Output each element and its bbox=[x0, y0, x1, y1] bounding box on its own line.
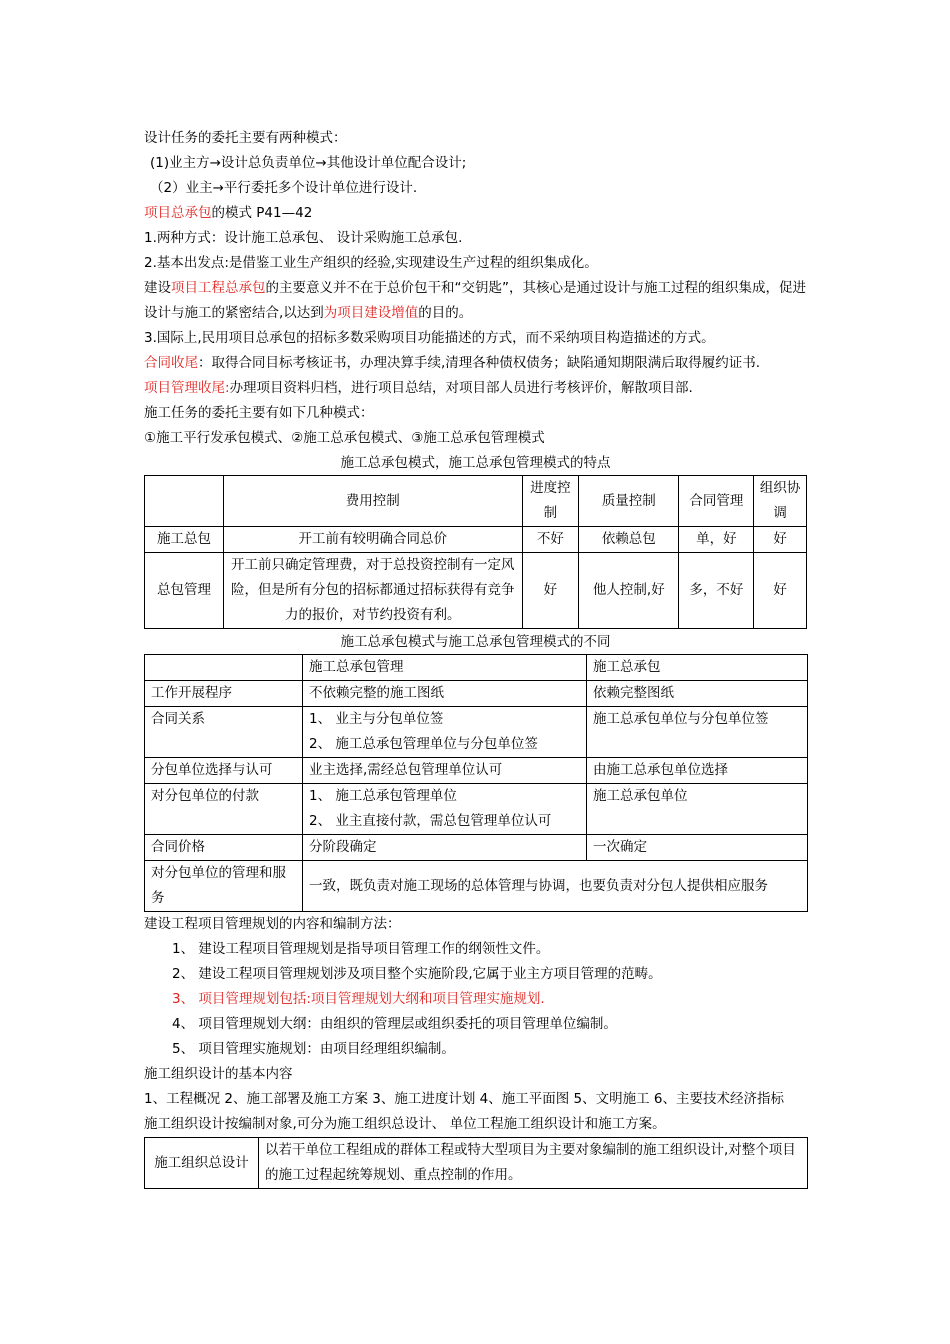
org-design-table bbox=[144, 1137, 808, 1189]
intro-mode-2: （2）业主→平行委托多个设计单位进行设计. bbox=[150, 180, 418, 196]
table-cell: 开工前只确定管理费，对于总投资控制有一定风险，但是所有分包的招标都通过招标获得有竞争力的报价，对节约投资有利。 bbox=[223, 553, 522, 629]
construction-modes-heading: 施工任务的委托主要有如下几种模式： bbox=[144, 405, 374, 421]
gc-point-4: 3.国际上,民用项目总承包的招标多数采购项目功能描述的方式，而不采纳项目构造描述的方式。 bbox=[144, 330, 715, 346]
plan-item-4: 4、 项目管理规划大纲：由组织的管理层或组织委托的项目管理单位编制。 bbox=[172, 1016, 617, 1032]
gc-point-3-c: 的目的。 bbox=[418, 305, 473, 321]
pm-closeout-label: 项目管理收尾: bbox=[144, 380, 230, 396]
table-row bbox=[145, 553, 807, 629]
table1-caption: 施工总承包模式，施工总承包管理模式的特点 bbox=[340, 455, 611, 471]
pm-closeout bbox=[144, 376, 807, 401]
row-value-line: 1、 业主与分包单位签 bbox=[309, 711, 444, 727]
row-value-gc: 施工总承包单位 bbox=[587, 784, 808, 835]
document-page bbox=[144, 126, 807, 1189]
gc-point-3-b: 的主要意义并不在于总价包干和“交钥匙”，其核心是通过设计与施工过程的组织集成，促进设计与施工的紧密结合,以达到 bbox=[144, 280, 806, 321]
plan-heading: 建设工程项目管理规划的内容和编制方法： bbox=[144, 916, 401, 932]
row-value-merged: 一致，既负责对施工现场的总体管理与协调，也要负责对分包人提供相应服务 bbox=[303, 861, 808, 912]
row-value-line: 2、 业主直接付款，需总包管理单位认可 bbox=[309, 813, 552, 829]
table-header-cell: 合同管理 bbox=[679, 476, 754, 527]
comparison-table bbox=[144, 654, 808, 912]
table-header-cell: 进度控制 bbox=[522, 476, 579, 527]
row-value-gc: 由施工总承包单位选择 bbox=[587, 758, 808, 784]
gc-point-1: 1.两种方式：设计施工总承包、 设计采购施工总承包. bbox=[144, 230, 463, 246]
table-header-cell: 组织协调 bbox=[754, 476, 807, 527]
plan-item-3: 3、 项目管理规划包括:项目管理规划大纲和项目管理实施规划. bbox=[172, 991, 545, 1007]
row-label: 分包单位选择与认可 bbox=[145, 758, 303, 784]
table-cell: 好 bbox=[754, 527, 807, 553]
table-cell: 好 bbox=[522, 553, 579, 629]
intro-mode-1: (1)业主方→设计总负责单位→其他设计单位配合设计; bbox=[150, 155, 467, 171]
table-cell: 好 bbox=[754, 553, 807, 629]
table2-caption: 施工总承包模式与施工总承包管理模式的不同 bbox=[340, 634, 611, 650]
contract-closeout-text: ：取得合同目标考核证书，办理决算手续,清理各种债权债务；缺陷通知期限满后取得履约证书. bbox=[198, 355, 761, 371]
table-cell: 多，不好 bbox=[679, 553, 754, 629]
plan-item-2: 2、 建设工程项目管理规划涉及项目整个实施阶段,它属于业主方项目管理的范畴。 bbox=[172, 966, 662, 982]
row-label: 合同价格 bbox=[145, 835, 303, 861]
gc-point-3-red2: 为项目建设增值 bbox=[323, 305, 419, 321]
table-row bbox=[145, 681, 808, 707]
table-row bbox=[145, 784, 808, 835]
table-header-cell: 费用控制 bbox=[223, 476, 522, 527]
table-cell: 开工前有较明确合同总价 bbox=[223, 527, 522, 553]
row-value-mgmt bbox=[303, 707, 587, 758]
table-header-cell: 质量控制 bbox=[579, 476, 679, 527]
row-value-gc: 一次确定 bbox=[587, 835, 808, 861]
table-cell: 单，好 bbox=[679, 527, 754, 553]
org-design-content: 1、工程概况 2、施工部署及施工方案 3、施工进度计划 4、施工平面图 5、文明施工 6、主要技术经济指标 bbox=[144, 1091, 784, 1107]
contract-closeout bbox=[144, 351, 807, 376]
gc-mode-heading bbox=[144, 201, 807, 226]
table-cell: 他人控制,好 bbox=[579, 553, 679, 629]
row-label: 工作开展程序 bbox=[145, 681, 303, 707]
intro-heading: 设计任务的委托主要有两种模式： bbox=[144, 130, 347, 146]
table-header-cell: 施工总承包管理 bbox=[303, 655, 587, 681]
contract-closeout-label: 合同收尾 bbox=[144, 355, 198, 371]
plan-item-1: 1、 建设工程项目管理规划是指导项目管理工作的纲领性文件。 bbox=[172, 941, 550, 957]
org-design-classify: 施工组织设计按编制对象,可分为施工组织总设计、 单位工程施工组织设计和施工方案。 bbox=[144, 1116, 666, 1132]
row-value-gc: 依赖完整图纸 bbox=[587, 681, 808, 707]
table-cell: 依赖总包 bbox=[579, 527, 679, 553]
row-value-mgmt: 业主选择,需经总包管理单位认可 bbox=[303, 758, 587, 784]
org-design-heading: 施工组织设计的基本内容 bbox=[144, 1066, 293, 1082]
row-value: 以若干单位工程组成的群体工程或特大型项目为主要对象编制的施工组织设计,对整个项目的施工过程起统筹规划、重点控制的作用。 bbox=[259, 1138, 808, 1189]
gc-point-3-a: 建设 bbox=[144, 280, 171, 296]
gc-mode-heading-red: 项目总承包 bbox=[144, 205, 212, 221]
table-header-cell bbox=[145, 655, 303, 681]
row-value-mgmt: 不依赖完整的施工图纸 bbox=[303, 681, 587, 707]
gc-point-3-red: 项目工程总承包 bbox=[171, 280, 266, 296]
gc-point-2: 2.基本出发点:是借鉴工业生产组织的经验,实现建设生产过程的组织集成化。 bbox=[144, 255, 598, 271]
plan-item-5: 5、 项目管理实施规划：由项目经理组织编制。 bbox=[172, 1041, 455, 1057]
features-table bbox=[144, 475, 807, 629]
gc-mode-heading-rest: 的模式 P41—42 bbox=[211, 205, 313, 221]
table-cell: 总包管理 bbox=[145, 553, 224, 629]
table-row bbox=[145, 707, 808, 758]
table-row bbox=[145, 1138, 808, 1189]
table-cell: 施工总包 bbox=[145, 527, 224, 553]
table-row bbox=[145, 835, 808, 861]
row-value-line: 2、 施工总承包管理单位与分包单位签 bbox=[309, 736, 538, 752]
table-header-cell: 施工总承包 bbox=[587, 655, 808, 681]
row-value-gc: 施工总承包单位与分包单位签 bbox=[587, 707, 808, 758]
table-row bbox=[145, 527, 807, 553]
table-header-cell bbox=[145, 476, 224, 527]
row-label: 对分包单位的付款 bbox=[145, 784, 303, 835]
gc-point-3 bbox=[144, 276, 807, 326]
table-header-row bbox=[145, 476, 807, 527]
row-value-line: 1、 施工总承包管理单位 bbox=[309, 788, 457, 804]
table-row bbox=[145, 758, 808, 784]
construction-modes-list: ①施工平行发承包模式、②施工总承包模式、③施工总承包管理模式 bbox=[144, 430, 545, 446]
row-label: 合同关系 bbox=[145, 707, 303, 758]
row-label: 施工组织总设计 bbox=[145, 1138, 259, 1189]
row-value-mgmt: 分阶段确定 bbox=[303, 835, 587, 861]
pm-closeout-text: 办理项目资料归档，进行项目总结，对项目部人员进行考核评价，解散项目部. bbox=[229, 380, 693, 396]
table-cell: 不好 bbox=[522, 527, 579, 553]
table-row bbox=[145, 861, 808, 912]
table-header-row bbox=[145, 655, 808, 681]
row-value-mgmt bbox=[303, 784, 587, 835]
row-label: 对分包单位的管理和服务 bbox=[145, 861, 303, 912]
